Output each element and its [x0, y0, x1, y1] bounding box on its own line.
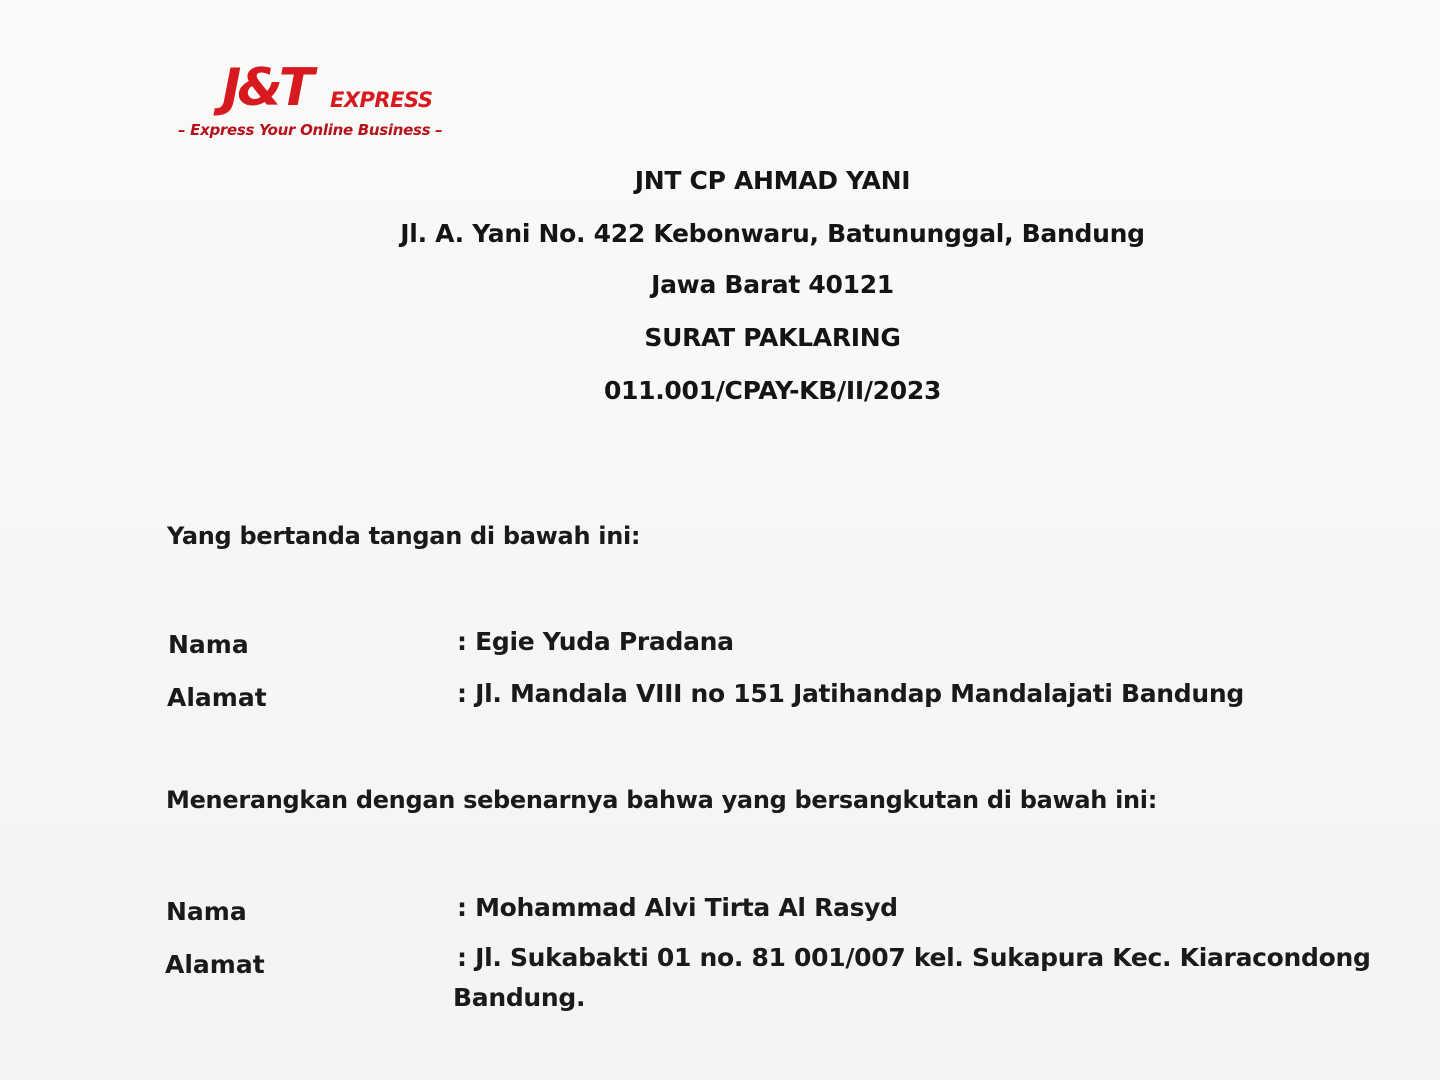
subject-name-label: Nama [166, 897, 247, 926]
subject-name-value: : Mohammad Alvi Tirta Al Rasyd [457, 893, 898, 922]
subject-address-value-line2: Bandung. [453, 983, 586, 1012]
subject-address-value-line1: : Jl. Sukabakti 01 no. 81 001/007 kel. Sukapura Kec. Kiaracondong [457, 943, 1371, 972]
subject-statement: Menerangkan dengan sebenarnya bahwa yang bersangkutan di bawah ini: [166, 786, 1158, 814]
signatory-name-value: : Egie Yuda Pradana [457, 627, 734, 656]
document-title: SURAT PAKLARING [644, 323, 901, 352]
signatory-address-value: : Jl. Mandala VIII no 151 Jatihandap Mandalajati Bandung [457, 679, 1244, 708]
company-address-line1: Jl. A. Yani No. 422 Kebonwaru, Batununggal, Bandung [400, 219, 1145, 248]
subject-address-label: Alamat [165, 950, 265, 979]
signatory-address-label: Alamat [167, 683, 267, 712]
jnt-express-logo [178, 58, 478, 148]
signatory-intro: Yang bertanda tangan di bawah ini: [167, 522, 641, 550]
logo-mark: J&T [222, 58, 311, 118]
company-address-line2: Jawa Barat 40121 [651, 270, 894, 299]
logo-tagline: – Express Your Online Business – [178, 121, 443, 139]
logo-express-word: EXPRESS [330, 88, 433, 112]
signatory-name-label: Nama [168, 630, 249, 659]
document-number: 011.001/CPAY-KB/II/2023 [603, 376, 942, 405]
company-name: JNT CP AHMAD YANI [634, 166, 911, 195]
